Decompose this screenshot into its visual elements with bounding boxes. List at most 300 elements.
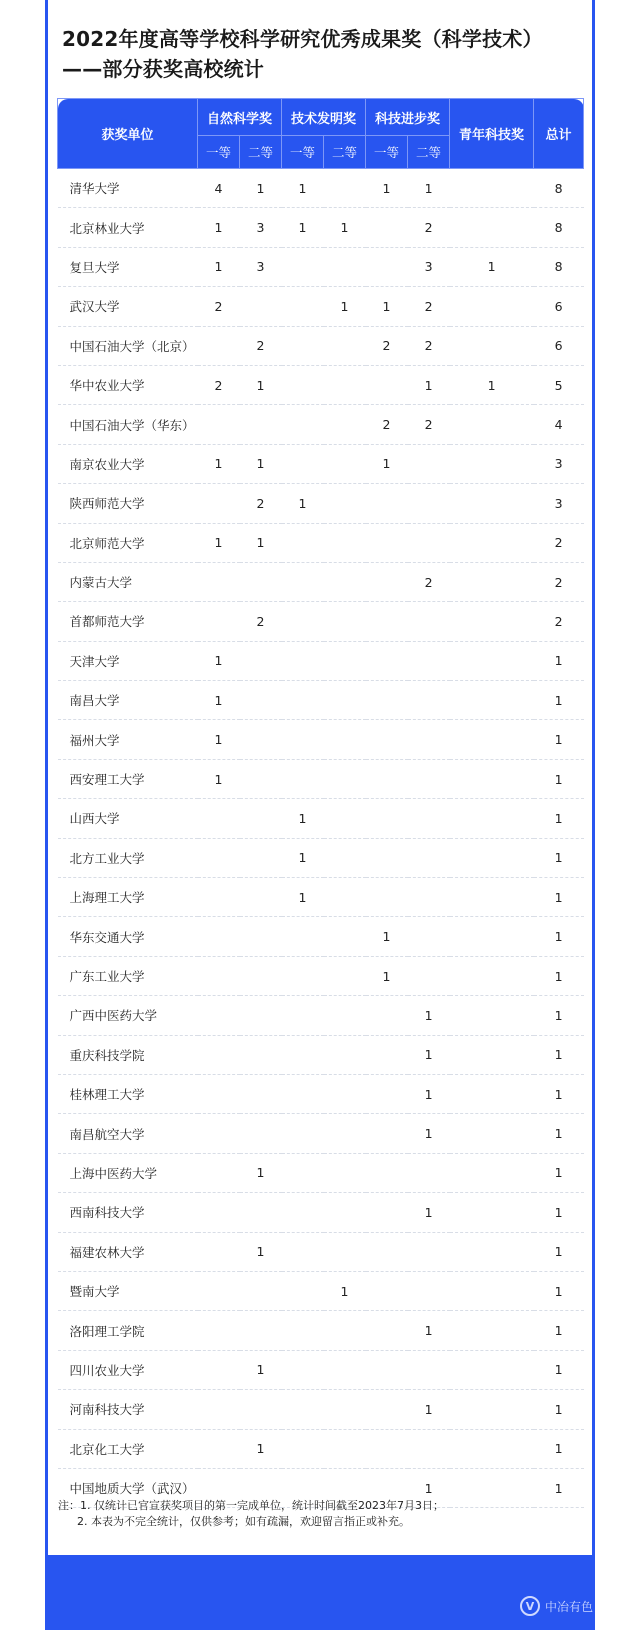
cell-youth [450,326,534,365]
cell-invention-second [324,878,366,917]
cell-progress-first [366,562,408,601]
cell-progress-first [366,1232,408,1271]
cell-natural-first [198,1350,240,1389]
header-progress-first: 一等 [366,136,408,169]
table-row [58,878,584,917]
cell-progress-second: 1 [408,365,450,404]
cell-natural-first [198,1193,240,1232]
cell-invention-first [282,602,324,641]
cell-total: 6 [534,326,584,365]
cell-progress-first: 1 [366,444,408,483]
cell-invention-second [324,996,366,1035]
cell-unit: 南京农业大学 [58,444,198,483]
cell-invention-first: 1 [282,169,324,208]
cell-invention-second [324,917,366,956]
cell-total: 1 [534,1114,584,1153]
cell-natural-first: 1 [198,681,240,720]
cell-invention-first [282,1114,324,1153]
cell-natural-second [240,759,282,798]
cell-unit: 北方工业大学 [58,838,198,877]
awards-table [57,98,584,1508]
cell-invention-first: 1 [282,208,324,247]
cell-natural-first [198,1153,240,1192]
cell-progress-first [366,799,408,838]
table-row [58,1271,584,1310]
cell-natural-second: 1 [240,365,282,404]
cell-progress-second [408,484,450,523]
cell-unit: 福建农林大学 [58,1232,198,1271]
cell-total: 2 [534,562,584,601]
cell-natural-second [240,1035,282,1074]
cell-total: 1 [534,759,584,798]
cell-youth [450,169,534,208]
table-body [58,169,584,1508]
cell-invention-first [282,917,324,956]
cell-progress-second [408,1153,450,1192]
cell-invention-first [282,720,324,759]
cell-unit: 四川农业大学 [58,1350,198,1389]
cell-natural-first: 1 [198,523,240,562]
cell-youth [450,1429,534,1468]
cell-total: 1 [534,1193,584,1232]
cell-progress-second [408,523,450,562]
cell-total: 1 [534,799,584,838]
cell-natural-second [240,917,282,956]
header-progress-second: 二等 [408,136,450,169]
cell-invention-second [324,1350,366,1389]
header-natural-science: 自然科学奖 [198,99,282,136]
cell-total: 8 [534,208,584,247]
cell-invention-second: 1 [324,208,366,247]
cell-unit: 西安理工大学 [58,759,198,798]
cell-invention-second [324,1429,366,1468]
cell-progress-second [408,759,450,798]
cell-unit: 中国石油大学（北京） [58,326,198,365]
cell-invention-second [324,247,366,286]
cell-natural-second: 3 [240,208,282,247]
cell-youth [450,208,534,247]
cell-progress-second [408,1232,450,1271]
cell-youth [450,996,534,1035]
cell-invention-first [282,1429,324,1468]
cell-unit: 武汉大学 [58,287,198,326]
cell-unit: 河南科技大学 [58,1390,198,1429]
cell-unit: 陕西师范大学 [58,484,198,523]
cell-unit: 福州大学 [58,720,198,759]
cell-natural-first [198,405,240,444]
cell-progress-second [408,799,450,838]
cell-unit: 暨南大学 [58,1271,198,1310]
table-row [58,641,584,680]
cell-invention-second [324,1074,366,1113]
cell-unit: 南昌大学 [58,681,198,720]
title-line-2: ——部分获奖高校统计 [62,57,264,81]
table-row [58,326,584,365]
header-unit: 获奖单位 [58,99,198,169]
cell-invention-first [282,444,324,483]
page-title [62,24,582,84]
cell-invention-second [324,1193,366,1232]
cell-youth: 1 [450,365,534,404]
cell-natural-second [240,1311,282,1350]
table-row [58,1429,584,1468]
cell-youth [450,641,534,680]
table-row [58,169,584,208]
cell-progress-second [408,1350,450,1389]
cell-total: 1 [534,681,584,720]
cell-progress-second [408,641,450,680]
cell-invention-second [324,838,366,877]
cell-youth [450,562,534,601]
cell-total: 1 [534,1390,584,1429]
cell-total: 3 [534,444,584,483]
cell-unit: 清华大学 [58,169,198,208]
cell-natural-first: 1 [198,444,240,483]
cell-natural-first [198,996,240,1035]
table-row [58,208,584,247]
watermark-logo [520,1593,593,1619]
cell-total: 1 [534,1468,584,1507]
cell-natural-second [240,720,282,759]
cell-natural-second [240,799,282,838]
cell-progress-first [366,1350,408,1389]
cell-progress-first [366,996,408,1035]
cell-progress-first [366,484,408,523]
cell-progress-first [366,1429,408,1468]
cell-invention-first [282,759,324,798]
cell-invention-first [282,562,324,601]
cell-natural-first [198,1271,240,1310]
cell-natural-second [240,996,282,1035]
cell-youth [450,759,534,798]
header-total: 总计 [534,99,584,169]
cell-natural-second [240,641,282,680]
table-row [58,1232,584,1271]
header-invention-second: 二等 [324,136,366,169]
table-row [58,602,584,641]
cell-youth [450,1035,534,1074]
cell-unit: 桂林理工大学 [58,1074,198,1113]
cell-progress-second: 1 [408,1035,450,1074]
table-row [58,1035,584,1074]
cell-natural-second: 1 [240,1153,282,1192]
cell-total: 1 [534,1232,584,1271]
cell-invention-first [282,641,324,680]
cell-unit: 华中农业大学 [58,365,198,404]
cell-invention-first [282,405,324,444]
cell-invention-second [324,1311,366,1350]
cell-unit: 内蒙古大学 [58,562,198,601]
cell-total: 1 [534,1153,584,1192]
cell-natural-second [240,405,282,444]
cell-natural-second [240,956,282,995]
cell-natural-second [240,838,282,877]
cell-invention-second [324,484,366,523]
table-row [58,1193,584,1232]
cell-unit: 山西大学 [58,799,198,838]
cell-invention-second [324,1232,366,1271]
cell-invention-second [324,759,366,798]
table-row [58,484,584,523]
watermark-text: 中冶有色 [545,1599,594,1614]
cell-invention-first [282,1311,324,1350]
cell-total: 1 [534,996,584,1035]
footnotes [58,1498,578,1530]
cell-unit: 南昌航空大学 [58,1114,198,1153]
cell-progress-second: 1 [408,1193,450,1232]
cell-invention-first [282,681,324,720]
cell-progress-first: 2 [366,326,408,365]
cell-progress-second [408,838,450,877]
cell-total: 1 [534,641,584,680]
cell-progress-first [366,365,408,404]
cell-unit: 天津大学 [58,641,198,680]
cell-invention-first [282,996,324,1035]
cell-total: 1 [534,1350,584,1389]
cell-natural-first [198,1035,240,1074]
cell-invention-second [324,1035,366,1074]
cell-invention-second: 1 [324,1271,366,1310]
cell-natural-second: 1 [240,1232,282,1271]
cell-progress-first [366,720,408,759]
cell-progress-second [408,720,450,759]
cell-youth [450,287,534,326]
table-row [58,1114,584,1153]
cell-natural-first: 2 [198,287,240,326]
cell-progress-second [408,602,450,641]
cell-invention-second [324,720,366,759]
cell-natural-second [240,1193,282,1232]
cell-unit: 重庆科技学院 [58,1035,198,1074]
cell-progress-first: 2 [366,405,408,444]
cell-progress-first [366,1193,408,1232]
cell-youth [450,917,534,956]
table-row [58,1390,584,1429]
cell-natural-second [240,878,282,917]
cell-youth [450,1232,534,1271]
cell-youth [450,799,534,838]
cell-youth [450,1153,534,1192]
cell-youth [450,956,534,995]
cell-progress-second: 2 [408,562,450,601]
cell-natural-first [198,484,240,523]
cell-total: 3 [534,484,584,523]
cell-progress-second: 1 [408,1311,450,1350]
cell-invention-first [282,1074,324,1113]
cell-progress-first [366,838,408,877]
cell-youth [450,444,534,483]
cell-invention-second [324,956,366,995]
cell-total: 8 [534,247,584,286]
cell-natural-first: 1 [198,208,240,247]
header-invention-first: 一等 [282,136,324,169]
cell-natural-second: 1 [240,1350,282,1389]
cell-progress-second: 2 [408,208,450,247]
table-row [58,1153,584,1192]
cell-natural-first [198,1232,240,1271]
cell-youth [450,1350,534,1389]
cell-progress-first [366,1153,408,1192]
cell-youth [450,1390,534,1429]
table-row [58,365,584,404]
cell-invention-first [282,956,324,995]
cell-total: 4 [534,405,584,444]
cell-progress-first: 1 [366,956,408,995]
cell-natural-second [240,1074,282,1113]
cell-natural-second: 1 [240,169,282,208]
cell-total: 2 [534,523,584,562]
cell-progress-first [366,1271,408,1310]
cell-natural-second: 2 [240,602,282,641]
cell-youth [450,1311,534,1350]
cell-natural-first [198,838,240,877]
cell-invention-first [282,326,324,365]
cell-unit: 广东工业大学 [58,956,198,995]
cell-natural-first: 4 [198,169,240,208]
cell-unit: 北京师范大学 [58,523,198,562]
cell-total: 1 [534,1074,584,1113]
cell-natural-second: 1 [240,444,282,483]
cell-youth [450,484,534,523]
cell-youth [450,838,534,877]
header-natural-first: 一等 [198,136,240,169]
cell-total: 2 [534,602,584,641]
table-row [58,444,584,483]
cell-invention-first [282,1035,324,1074]
cell-total: 1 [534,838,584,877]
cell-progress-second [408,956,450,995]
table-row [58,917,584,956]
header-youth-award: 青年科技奖 [450,99,534,169]
cell-invention-first [282,1271,324,1310]
cell-invention-second [324,326,366,365]
cell-youth [450,1271,534,1310]
cell-natural-first: 1 [198,247,240,286]
cell-total: 8 [534,169,584,208]
cell-invention-first: 1 [282,799,324,838]
cell-invention-second [324,1390,366,1429]
cell-unit: 上海理工大学 [58,878,198,917]
cell-natural-first: 1 [198,641,240,680]
cell-invention-second [324,681,366,720]
cell-natural-first [198,956,240,995]
cell-natural-first [198,799,240,838]
cell-natural-first [198,1074,240,1113]
cell-progress-second: 1 [408,1074,450,1113]
cell-progress-first: 1 [366,287,408,326]
cell-natural-first: 2 [198,365,240,404]
table-row [58,287,584,326]
cell-progress-first [366,1074,408,1113]
table-row [58,681,584,720]
cell-unit: 复旦大学 [58,247,198,286]
cell-progress-first [366,641,408,680]
table-row [58,523,584,562]
cell-progress-second: 2 [408,405,450,444]
cell-progress-second [408,1271,450,1310]
cell-progress-second: 2 [408,287,450,326]
footnote-1: 注：1. 仅统计已官宣获奖项目的第一完成单位，统计时间截至2023年7月3日； [58,1499,444,1512]
cell-progress-second [408,878,450,917]
table-row [58,838,584,877]
cell-youth [450,1114,534,1153]
cell-invention-first [282,287,324,326]
cell-total: 6 [534,287,584,326]
table-row [58,405,584,444]
cell-progress-first [366,523,408,562]
cell-invention-second [324,602,366,641]
table-row [58,1311,584,1350]
table-row [58,996,584,1035]
cell-unit: 广西中医药大学 [58,996,198,1035]
cell-youth [450,405,534,444]
table-row [58,562,584,601]
cell-natural-first [198,1429,240,1468]
cell-progress-second: 1 [408,169,450,208]
cell-natural-second [240,1271,282,1310]
header-sci-tech-progress: 科技进步奖 [366,99,450,136]
cell-total: 1 [534,720,584,759]
cell-natural-first [198,1311,240,1350]
cell-invention-second [324,523,366,562]
cell-natural-second [240,287,282,326]
cell-natural-first [198,1114,240,1153]
cell-unit: 北京化工大学 [58,1429,198,1468]
cell-total: 1 [534,1271,584,1310]
cell-youth [450,1074,534,1113]
cell-progress-first [366,1311,408,1350]
cell-youth [450,720,534,759]
title-line-1: 2022年度高等学校科学研究优秀成果奖（科学技术） [62,27,543,51]
table-row [58,247,584,286]
cell-total: 1 [534,917,584,956]
cell-youth [450,523,534,562]
table-row [58,720,584,759]
cell-unit: 华东交通大学 [58,917,198,956]
cell-progress-second [408,681,450,720]
cell-progress-second [408,917,450,956]
cell-natural-second: 3 [240,247,282,286]
cell-progress-second: 2 [408,326,450,365]
cell-youth [450,681,534,720]
cell-progress-first [366,602,408,641]
table-row [58,1074,584,1113]
cell-progress-second [408,1429,450,1468]
cell-progress-first [366,247,408,286]
cell-progress-first [366,878,408,917]
cell-progress-first [366,1390,408,1429]
cell-invention-first [282,1350,324,1389]
cell-natural-first [198,326,240,365]
cell-youth [450,878,534,917]
cell-natural-second [240,1114,282,1153]
cell-youth [450,602,534,641]
cell-invention-first [282,365,324,404]
cell-invention-first [282,247,324,286]
cell-natural-first: 1 [198,759,240,798]
cell-natural-second [240,1390,282,1429]
cell-unit: 中国地质大学（武汉） [58,1468,198,1507]
cell-progress-second: 1 [408,996,450,1035]
cell-progress-first [366,759,408,798]
cell-invention-first [282,1153,324,1192]
cell-invention-first [282,1390,324,1429]
cell-total: 1 [534,1035,584,1074]
table-row [58,759,584,798]
cell-invention-first [282,523,324,562]
cell-youth [450,1193,534,1232]
cell-unit: 西南科技大学 [58,1193,198,1232]
